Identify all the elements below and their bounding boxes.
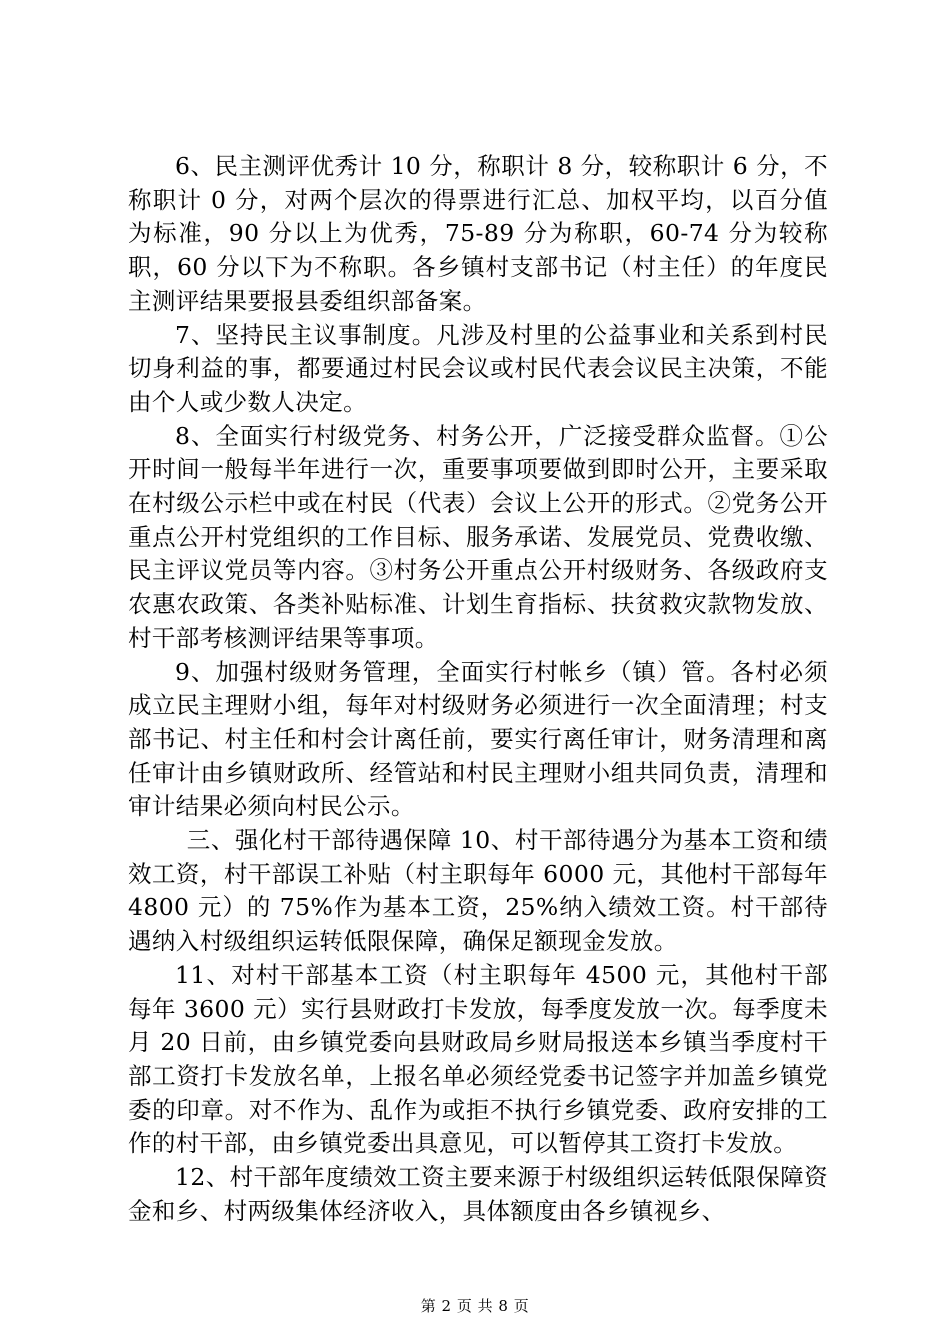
paragraph-11: 11、对村干部基本工资（村主职每年 4500 元，其他村干部每年 3600 元）实行县财政打卡发放，每季度发放一次。每季度未月 20 日前，由乡镇党委向县财政局乡财局报送本乡镇当季度村干部工资打卡发放名单，上报名单必须经党委书记签字并加盖乡镇党委的印章。对不作为、乱作为或拒不执行乡镇党委、政府安排的工作的村干部，由乡镇党委出具意见，可以暂停其工资打卡发放。 <box>128 960 828 1158</box>
document-body <box>128 150 828 1229</box>
paragraph-12: 12、村干部年度绩效工资主要来源于村级组织运转低限保障资金和乡、村两级集体经济收入，具体额度由各乡镇视乡、 <box>128 1163 828 1225</box>
paragraph-section-3: 三、强化村干部待遇保障 10、村干部待遇分为基本工资和绩效工资，村干部误工补贴（村主职每年 6000 元，其他村干部每年 4800 元）的 75%作为基本工资，25%纳入绩效工资。村干部待遇纳入村级组织运转低限保障，确保足额现金发放。 <box>128 826 828 956</box>
paragraph-8: 8、全面实行村级党务、村务公开，广泛接受群众监督。①公开时间一般每半年进行一次，重要事项要做到即时公开，主要采取在村级公示栏中或在村民（代表）会议上公开的形式。②党务公开重点公开村党组织的工作目标、服务承诺、发展党员、党费收缴、民主评议党员等内容。③村务公开重点公开村级财务、各级政府支农惠农政策、各类补贴标准、计划生育指标、扶贫救灾款物发放、村干部考核测评结果等事项。 <box>128 421 828 652</box>
paragraph-9: 9、加强村级财务管理，全面实行村帐乡（镇）管。各村必须成立民主理财小组，每年对村级财务必须进行一次全面清理；村支部书记、村主任和村会计离任前，要实行离任审计，财务清理和离任审计由乡镇财政所、经管站和村民主理财小组共同负责，清理和审计结果必须向村民公示。 <box>128 657 828 821</box>
paragraph-6: 6、民主测评优秀计 10 分，称职计 8 分，较称职计 6 分，不称职计 0 分，对两个层次的得票进行汇总、加权平均，以百分值为标准，90 分以上为优秀，75-89 分为称职，60-74 分为较称职，60 分以下为不称职。各乡镇村支部书记（村主任）的年度民主测评结果要报县委组织部备案。 <box>128 152 828 315</box>
paragraph-7: 7、坚持民主议事制度。凡涉及村里的公益事业和关系到村民切身利益的事，都要通过村民会议或村民代表会议民主决策，不能由个人或少数人决定。 <box>128 320 828 416</box>
page-number-footer: 第 2 页 共 8 页 <box>420 1297 530 1315</box>
